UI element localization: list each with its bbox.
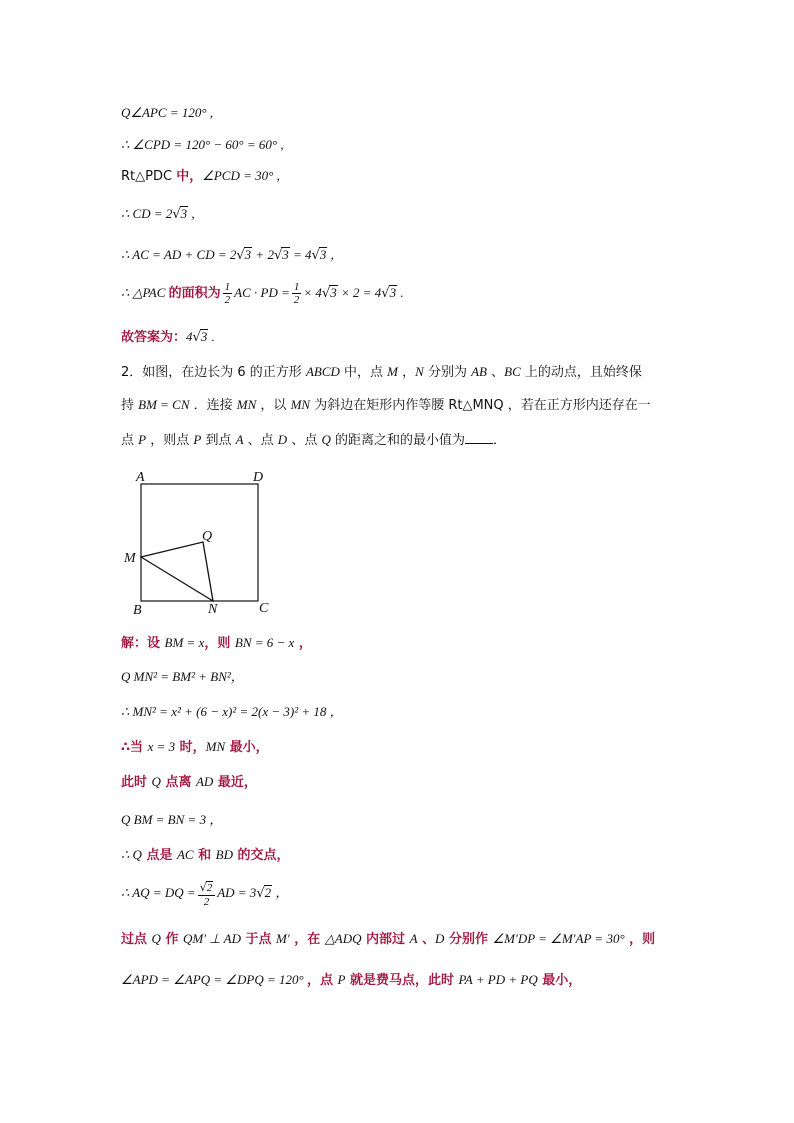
- problem-line-1: 2．如图，在边长为 6 的正方形 ABCD 中，点 M ，N 分别为 AB 、BC 上的动点，且始终保: [121, 364, 642, 380]
- step-angle-apc: Q∠APC = 120° ,: [121, 105, 214, 120]
- problem-line-3: 点 P ，则点 P 到点 A 、点 D 、点 Q 的距离之和的最小值为 ．: [121, 432, 506, 448]
- sol-step-8: ∴ AQ = DQ = $\frac{√2}{2}$ AD = 3√2 ，: [121, 880, 289, 908]
- sol-step-5: 此时 Q 点离 AD 最近，: [121, 774, 257, 790]
- problem-line-2: 持 BM = CN ．连接 MN ，以 MN 为斜边在矩形内作等腰 Rt△MNQ ，若在正方形内还存在一: [121, 397, 651, 413]
- area-r2: 3: [389, 285, 397, 300]
- frac-sqrt2-over-2: $\frac{√2}{2}$: [198, 881, 216, 908]
- area-acpd: AC · PD =: [234, 285, 290, 300]
- answer-line: 故答案为：4√3 .: [121, 329, 215, 345]
- sol-step-4: ∴当 x = 3 时，MN 最小，: [121, 739, 269, 755]
- sol-step-3: ∴ MN² = x² + (6 − x)² = 2(x − 3)² + 18 ，: [121, 704, 343, 719]
- step-area: ∴ △PAC 的面积为 $\frac{1}{2}$ AC · PD = $\frac{1}{2}$ × 4√3 × 2 = 4√3 .: [121, 281, 404, 306]
- area-label: 的面积为: [168, 286, 221, 301]
- step-cd: ∴ CD = 2√3 ,: [121, 206, 195, 222]
- angle-pcd: ∠PCD = 30° ,: [202, 168, 280, 183]
- ac-eq: = 4: [289, 247, 312, 262]
- area-end: .: [397, 285, 404, 300]
- problem-2: [121, 356, 681, 457]
- sol-step-6: Q BM = BN = 3 ，: [121, 812, 223, 827]
- frac-half-2: $\frac{1}{2}$: [293, 281, 300, 306]
- label-q: Q: [202, 529, 213, 544]
- frac-half-1: $\frac{1}{2}$: [224, 281, 231, 306]
- label-c: C: [259, 601, 269, 616]
- answer-end: .: [208, 329, 215, 344]
- sol-step-7: ∴ Q 点是 AC 和 BD 的交点，: [121, 847, 290, 863]
- area-tri: ∴ △PAC: [121, 285, 169, 300]
- answer-blank: [465, 431, 493, 444]
- cd-text: ∴ CD = 2: [121, 206, 173, 221]
- answer-label: 故答案为：: [121, 330, 187, 345]
- square-figure: [118, 462, 288, 622]
- step-ac: ∴ AC = AD + CD = 2√3 + 2√3 = 4√3 ,: [121, 247, 334, 263]
- ac-r1: 3: [244, 247, 252, 262]
- label-m: M: [124, 551, 136, 566]
- label-d: D: [253, 470, 264, 485]
- cd-end: ,: [188, 206, 195, 221]
- sol-step-9: 过点 Q 作 QM′ ⊥ AD 于点 M′ ，在 △ADQ 内部过 A 、D 分别作 ∠M′DP = ∠M′AP = 30° ，则: [121, 931, 656, 947]
- triangle-mnq: [141, 542, 213, 601]
- cd-radicand: 3: [180, 206, 188, 221]
- area-times4: × 4: [303, 285, 322, 300]
- ac-plus: + 2: [252, 247, 274, 262]
- area-eq: × 2 = 4: [337, 285, 382, 300]
- ac-text: ∴ AC = AD + CD = 2: [121, 247, 237, 262]
- step-angle-cpd: ∴ ∠CPD = 120° − 60° = 60° ,: [121, 137, 284, 152]
- sol-step-1: 解：设 BM = x，则 BN = 6 − x ，: [121, 635, 312, 651]
- label-n: N: [208, 602, 218, 617]
- label-a: A: [136, 470, 145, 485]
- rt-pdc-zhong: 中，: [176, 169, 203, 184]
- label-b: B: [133, 603, 142, 618]
- ac-r3: 3: [319, 247, 327, 262]
- step-rt-pdc: [121, 167, 280, 186]
- ac-end: ,: [327, 247, 334, 262]
- answer-radicand: 3: [200, 329, 208, 344]
- sol-step-10: ∠APD = ∠APQ = ∠DPQ = 120° ，点 P 就是费马点，此时 PA + PD + PQ 最小，: [121, 972, 582, 988]
- sol-step-2: Q MN² = BM² + BN²，: [121, 669, 244, 684]
- ac-r2: 3: [282, 247, 289, 262]
- area-r1: 3: [330, 285, 337, 300]
- rt-pdc-label: Rt△PDC: [121, 169, 177, 184]
- answer-value: 4: [186, 329, 193, 344]
